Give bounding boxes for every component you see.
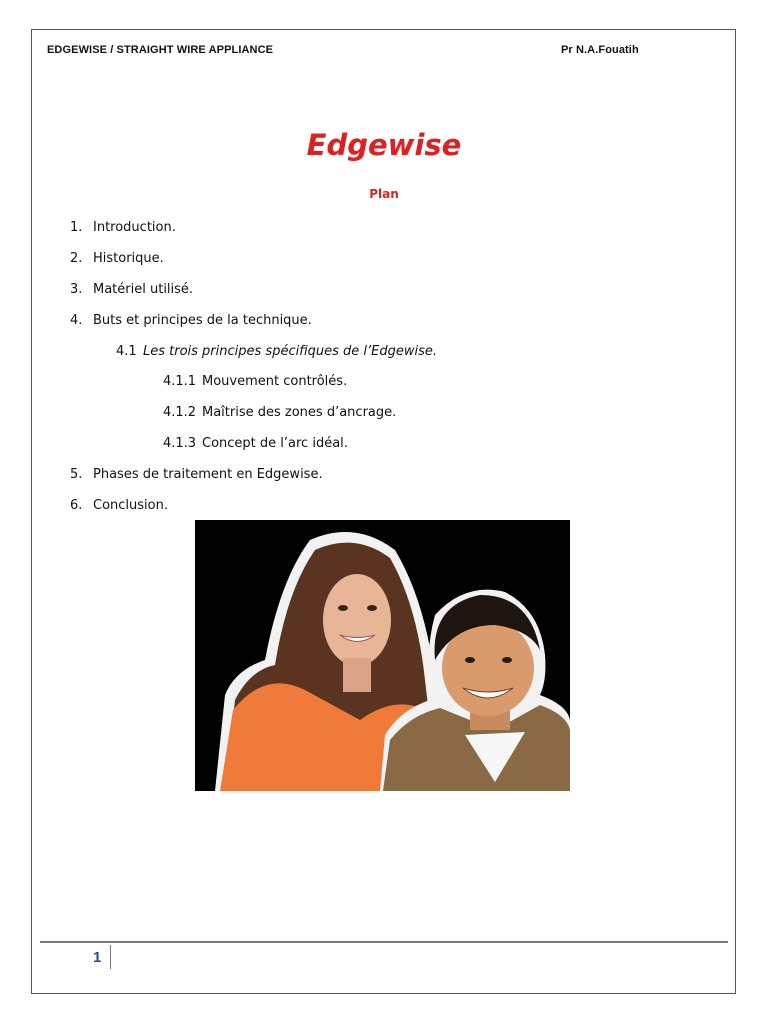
outline-text: Introduction. <box>93 220 176 235</box>
outline-number: 4.1 <box>116 344 137 359</box>
outline-number: 5. <box>70 467 83 482</box>
outline-item <box>70 220 176 235</box>
outline-number: 2. <box>70 251 83 266</box>
outline-item <box>70 498 168 513</box>
outline-text: Conclusion. <box>93 498 168 513</box>
outline-text: Maîtrise des zones d’ancrage. <box>202 405 397 420</box>
outline-item <box>70 282 193 297</box>
outline-item <box>70 313 312 328</box>
page-number-divider <box>110 945 111 969</box>
outline-item <box>116 344 437 359</box>
outline-item <box>163 405 396 420</box>
outline-number: 4.1.3 <box>163 436 197 451</box>
page-number: 1 <box>93 949 102 966</box>
outline-text: Mouvement contrôlés. <box>202 374 348 389</box>
outline-item <box>70 251 164 266</box>
outline-number: 4.1.1 <box>163 374 197 389</box>
outline-number: 4.1.2 <box>163 405 197 420</box>
header-author: Pr N.A.Fouatih <box>561 44 639 56</box>
outline-text: Concept de l’arc idéal. <box>202 436 348 451</box>
section-subtitle: Plan <box>369 187 399 201</box>
header-title: EDGEWISE / STRAIGHT WIRE APPLIANCE <box>47 44 274 56</box>
outline-item <box>163 374 347 389</box>
footer-rule <box>40 941 728 943</box>
outline-number: 3. <box>70 282 83 297</box>
outline-number: 6. <box>70 498 83 513</box>
outline-item <box>163 436 348 451</box>
document-title: Edgewise <box>306 128 462 162</box>
outline-text: Matériel utilisé. <box>93 282 194 297</box>
outline-number: 4. <box>70 313 83 328</box>
outline-item <box>70 467 323 482</box>
outline-text: Phases de traitement en Edgewise. <box>93 467 323 482</box>
outline-text: Buts et principes de la technique. <box>93 313 312 328</box>
outline-number: 1. <box>70 220 83 235</box>
teens-with-braces-photo <box>195 520 570 791</box>
outline-text: Historique. <box>93 251 164 266</box>
outline-text: Les trois principes spécifiques de l’Edgewise. <box>143 344 437 359</box>
